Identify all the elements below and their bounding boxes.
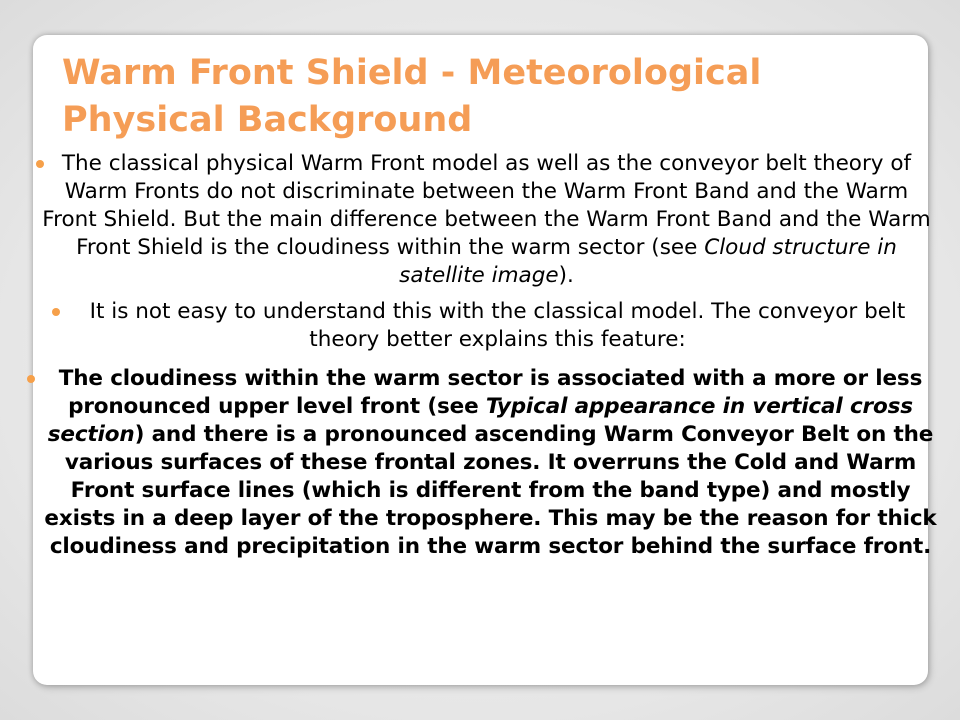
bullet-text: It is not easy to understand this with the classical model. The conveyor belt theory better explains this feature:: [89, 299, 906, 352]
bullet-dot-icon: [27, 375, 35, 383]
bullet-text: The classical physical Warm Front model as well as the conveyor belt theory of Warm Fronts do not discriminate between the Warm Front Band and the Warm Front Shield. But the main difference between the Warm Front Band and the Warm Front Shield is the cloudiness within the warm sector (see Cloud structure in satellite image).: [42, 151, 931, 288]
bullet-item: [30, 150, 945, 290]
slide-title: Warm Front Shield - Meteorological Physical Background: [62, 53, 762, 140]
bullet-item: [30, 365, 945, 561]
italic-reference: Typical appearance in vertical cross section: [47, 394, 913, 447]
bullet-item: [30, 298, 945, 354]
italic-reference: Cloud structure in satellite image: [399, 235, 897, 288]
bullet-list: [30, 150, 945, 561]
bullet-dot-icon: [52, 308, 60, 316]
bullet-text: The cloudiness within the warm sector is associated with a more or less pronounced upper level front (see Typical appearance in vertical cross section) and there is a pronounced ascending Warm Conveyor Belt on the various surfaces of these frontal zones. It overruns the Cold and Warm Front surface lines (which is different from the band type) and mostly exists in a deep layer of the troposphere. This may be the reason for thick cloudiness and precipitation in the warm sector behind the surface front.: [44, 366, 937, 559]
bullet-dot-icon: [36, 160, 44, 168]
